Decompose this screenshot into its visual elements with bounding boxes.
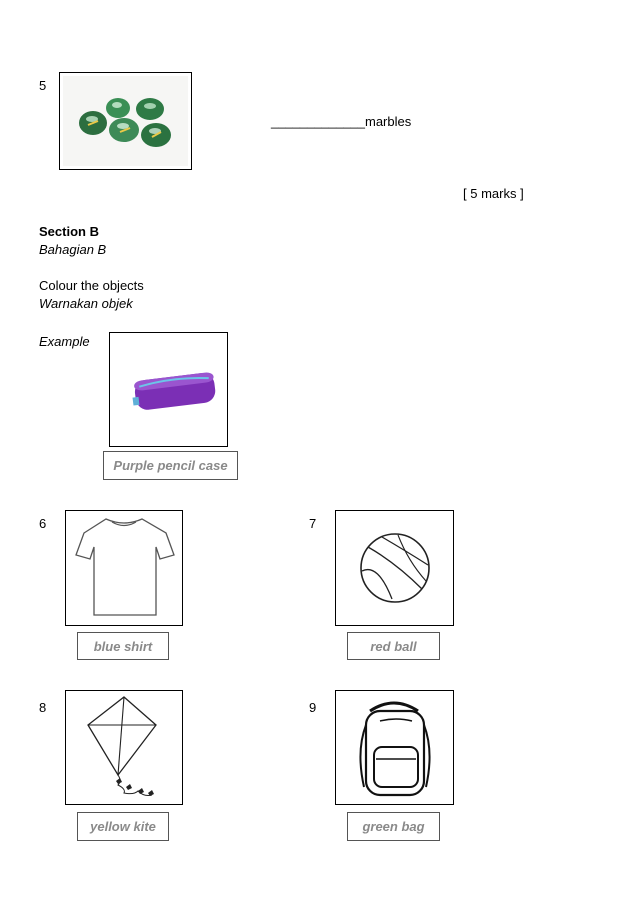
pencil-case-image [110, 333, 227, 446]
ball-image-frame[interactable] [335, 510, 454, 626]
ball-icon [336, 511, 453, 625]
question-8-number: 8 [39, 700, 47, 715]
question-7-number: 7 [309, 516, 317, 531]
question-5-number: 5 [39, 78, 47, 93]
question-9-number: 9 [309, 700, 317, 715]
instruction-malay: Warnakan objek [39, 296, 133, 311]
item-9-caption: green bag [347, 812, 440, 841]
example-label: Example [39, 334, 90, 349]
kite-image-frame[interactable] [65, 690, 183, 805]
marbles-image [60, 73, 191, 169]
marble [106, 98, 130, 118]
q5-marks: [ 5 marks ] [463, 186, 524, 201]
shirt-image-frame[interactable] [65, 510, 183, 626]
item-7-caption: red ball [347, 632, 440, 660]
item-6-caption: blue shirt [77, 632, 169, 660]
shirt-icon [66, 511, 182, 625]
example-caption: Purple pencil case [103, 451, 238, 480]
marbles-image-frame [59, 72, 192, 170]
section-title-malay: Bahagian B [39, 242, 107, 257]
kite-icon [66, 691, 182, 804]
question-6-number: 6 [39, 516, 47, 531]
item-8-caption: yellow kite [77, 812, 169, 841]
pencil-case-image-frame [109, 332, 228, 447]
section-title: Section B [39, 224, 99, 239]
instruction: Colour the objects [39, 278, 144, 293]
bag-image-frame[interactable] [335, 690, 454, 805]
q5-answer-line[interactable]: _____________marbles [271, 114, 412, 129]
bag-icon [336, 691, 453, 804]
